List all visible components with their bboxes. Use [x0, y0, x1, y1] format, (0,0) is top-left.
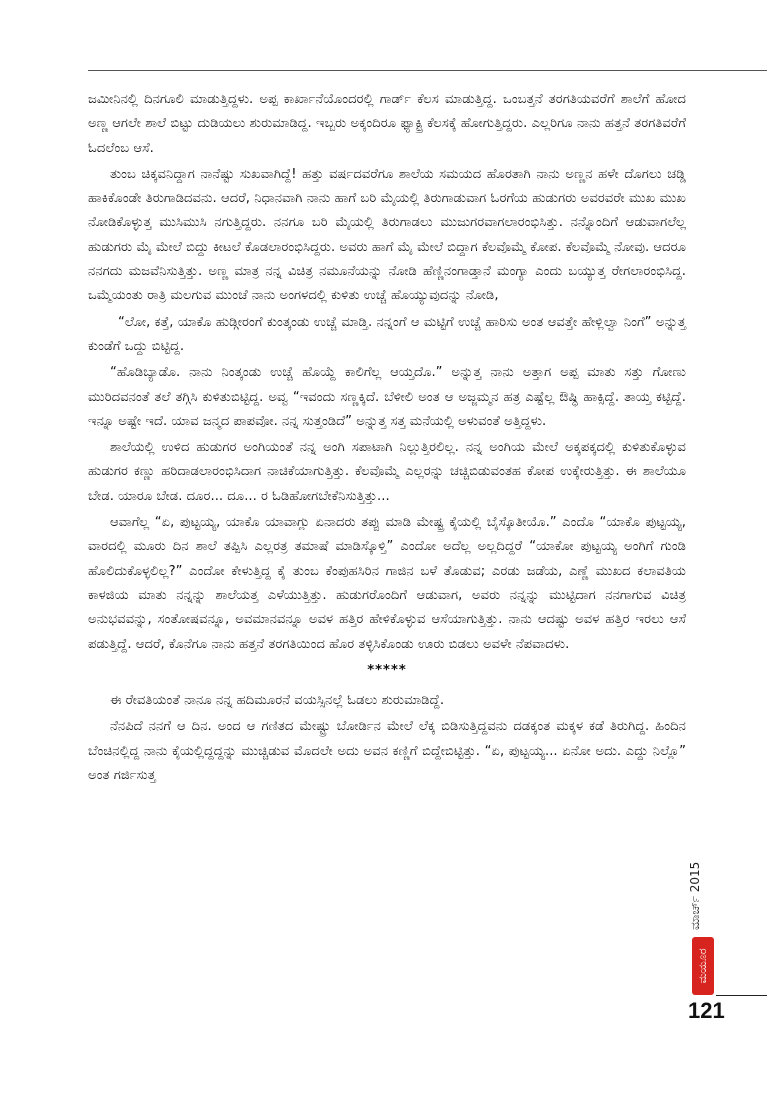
magazine-logo — [690, 935, 716, 997]
article-body — [88, 88, 686, 790]
paragraph: ಈ ರೇವತಿಯಂತೆ ನಾನೂ ನನ್ನ ಹದಿಮೂರನೆ ವಯಸ್ಸಿನಲ್ಲೆ ಓಡಲು ಶುರುಮಾಡಿದ್ದೆ. — [110, 693, 445, 709]
paragraph: ಜಮೀನಿನಲ್ಲಿ ದಿನಗೂಲಿ ಮಾಡುತ್ತಿದ್ದಳು. ಅಪ್ಪ ಕಾರ್ಖಾನೆಯೊಂದರಲ್ಲಿ ಗಾರ್ಡ್ ಕೆಲಸ ಮಾಡುತ್ತಿದ್ದ. ಒಂಬತ್ತನೆ ತರಗತಿಯವರೆಗೆ ಶಾಲೆಗೆ ಹೋದ ಅಣ್ಣ ಆಗಲೇ ಶಾಲೆ ಬಿಟ್ಟು ದುಡಿಯಲು ಶುರುಮಾಡಿದ್ದ. ಇಬ್ಬರು ಅಕ್ಕಂದಿರೂ ಫ್ಯಾಕ್ಟ್ರಿ ಕೆಲಸಕ್ಕೆ ಹೋಗುತ್ತಿದ್ದರು. ಎಲ್ಲರಿಗೂ ನಾನು ಹತ್ತನೆ ತರಗತಿವರೆಗೆ ಓದಲೆಂಬ ಆಸೆ. — [88, 92, 686, 156]
paragraphs-before-divider — [88, 88, 686, 657]
magazine-name: ಮಯೂರ — [696, 948, 709, 984]
paragraph: “ಹೊಡಿಬ್ಯಾಡೊ. ನಾನು ನಿಂತ್ಕಂಡು ಉಚ್ಚೆ ಹೊಯ್ದೆ ಕಾಲಿಗೆಲ್ಲ ಆಯ್ತದೊ.” ಅನ್ನುತ್ತ ನಾನು ಅತ್ತಾಗ ಅಪ್ಪ ಮಾತು ಸತ್ತು ಗೋಣು ಮುರಿದವನಂತೆ ತಲೆ ತಗ್ಗಿಸಿ ಕುಳಿತುಬಿಟ್ಟಿದ್ದ. ಅವ್ವ “ಇವಂದು ಸಣ್ಣಕ್ಕಿದೆ. ಬೆಳೀಲಿ ಅಂತ ಆ ಅಜ್ಜಮ್ಮನ ಹತ್ರ ಎಷ್ಟೆಲ್ಲ ಔಷ್ಧಿ ಹಾಕ್ಸಿದ್ದೆ. ತಾಯ್ತ ಕಟ್ಟಿದ್ದೆ. ಇನ್ನೂ ಅಷ್ಟೇ ಇದೆ. ಯಾವ ಜನ್ಮದ ಪಾಪವೋ. ನನ್ನ ಸುತ್ತಂಡಿದೆ” ಅನ್ನುತ್ತ ಸತ್ತ ಮನೆಯಲ್ಲಿ ಅಳುವಂತೆ ಅತ್ತಿದ್ದಳು. — [88, 365, 686, 429]
paragraph: ಆವಾಗೆಲ್ಲ “ಏ, ಪುಟ್ಟಯ್ಯ, ಯಾಕೊ ಯಾವಾಗ್ಲು ಏನಾದರು ತಪ್ಪು ಮಾಡಿ ಮೇಷ್ಟ್ರ ಕೈಯಲ್ಲಿ ಬೈಸ್ಕೊತೀಯೊ.” ಎಂದೊ “ಯಾಕೊ ಪುಟ್ಟಯ್ಯ, ವಾರದಲ್ಲಿ ಮೂರು ದಿನ ಶಾಲೆ ತಪ್ಪಿಸಿ ಎಲ್ಲರತ್ರ ತಮಾಷೆ ಮಾಡಿಸ್ಕೊಳ್ತಿ” ಎಂದೋ ಅದೆಲ್ಲ ಅಲ್ಲದಿದ್ದರೆ “ಯಾಕೋ ಪುಟ್ಟಯ್ಯ ಅಂಗಿಗೆ ಗುಂಡಿ ಹೊಲಿದುಕೊಳ್ಳಲಿಲ್ಲ?” ಎಂದೋ ಕೇಳುತ್ತಿದ್ದ ಕೈ ತುಂಬ ಕೆಂಪುಹಸಿರಿನ ಗಾಜಿನ ಬಳೆ ತೊಡುವ; ಎರಡು ಜಡೆಯ, ಎಣ್ಣೆ ಮುಖದ ಕಲಾವತಿಯ ಕಾಳಜಿಯ ಮಾತು ನನ್ನನ್ನು ಶಾಲೆಯತ್ತ ಎಳೆಯುತ್ತಿತ್ತು. ಹುಡುಗರೊಂದಿಗೆ ಆಡುವಾಗ, ಅವರು ನನ್ನನ್ನು ಮುಟ್ಟಿದಾಗ ನನಗಾಗುವ ವಿಚಿತ್ರ ಅನುಭವವನ್ನು, ಸಂತೋಷವನ್ನೂ, ಅವಮಾನವನ್ನೂ ಅವಳ ಹತ್ತಿರ ಹೇಳಿಕೊಳ್ಳುವ ಆಸೆಯಾಗುತ್ತಿತ್ತು. ನಾನು ಆದಷ್ಟು ಅವಳ ಹತ್ತಿರ ಇರಲು ಆಸೆ ಪಡುತ್ತಿದ್ದೆ. ಆದರೆ, ಕೊನೆಗೂ ನಾನು ಹತ್ತನೆ ತರಗತಿಯಿಂದ ಹೊರ ತಳ್ಳಿಸಿಕೊಂಡು ಊರು ಬಿಡಲು ಅವಳೇ ನೆಪವಾದಳು. — [88, 515, 687, 652]
paragraphs-after-divider — [88, 689, 686, 788]
page-number-rule — [716, 995, 767, 996]
header-rule — [88, 70, 767, 71]
paragraph: ನೆನಪಿದೆ ನನಗೆ ಆ ದಿನ. ಅಂದ ಆ ಗಣಿತದ ಮೇಷ್ಟ್ರು ಬೋರ್ಡಿನ ಮೇಲೆ ಲೆಕ್ಕ ಬಿಡಿಸುತ್ತಿದ್ದವನು ದಡಕ್ಕಂತ ಮಕ್ಕಳ ಕಡೆ ತಿರುಗಿದ್ದ. ಹಿಂದಿನ ಬೆಂಚಿನಲ್ಲಿದ್ದ ನಾನು ಕೈಯಲ್ಲಿದ್ದದ್ದನ್ನು ಮುಚ್ಚಿಡುವ ಮೊದಲೇ ಅದು ಅವನ ಕಣ್ಣಿಗೆ ಬಿದ್ದೇಬಿಟ್ಟಿತ್ತು. “ಏ, ಪುಟ್ಟಯ್ಯ... ಏನೋ ಅದು. ಎದ್ದು ನಿಲ್ಲೊ” ಅಂತ ಗರ್ಜಿಸುತ್ತ — [88, 719, 686, 784]
paragraph: “ಲೋ, ಕತ್ತೆ, ಯಾಕೊ ಹುಡ್ಗೀರಂಗೆ ಕುಂತ್ಕಂಡು ಉಚ್ಚೆ ಮಾಡ್ತಿ. ನನ್ನಂಗೆ ಆ ಮಟ್ಟಿಗೆ ಉಚ್ಚೆ ಹಾರಿಸು ಅಂತ ಆವತ್ತೇ ಹೇಳ್ಲಿಲ್ವಾ ನಿಂಗೆ” ಅನ್ನುತ್ತ ಕುಂಡೆಗೆ ಒದ್ದು ಬಿಟ್ಟಿದ್ದ. — [88, 314, 686, 354]
section-divider: ***** — [367, 662, 407, 678]
page-number: 121 — [688, 998, 725, 1023]
issue-date: ಮಾರ್ಚ್ 2015 — [688, 861, 702, 930]
paragraph: ತುಂಬ ಚಿಕ್ಕವನಿದ್ದಾಗ ನಾನೆಷ್ಟು ಸುಖವಾಗಿದ್ದೆ! ಹತ್ತು ವರ್ಷದವರೆಗೂ ಶಾಲೆಯ ಸಮಯದ ಹೊರತಾಗಿ ನಾನು ಅಣ್ಣನ ಹಳೇ ದೊಗಲು ಚಡ್ಡಿ ಹಾಕಿಕೊಂಡೇ ತಿರುಗಾಡಿದವನು. ಆದರೆ, ನಿಧಾನವಾಗಿ ನಾನು ಹಾಗೆ ಬರಿ ಮೈಯಲ್ಲಿ ತಿರುಗಾಡುವಾಗ ಓರಗೆಯ ಹುಡುಗರು ಅವರವರೇ ಮುಖ ಮುಖ ನೋಡಿಕೊಳ್ಳುತ್ತ ಮುಸಿಮುಸಿ ನಗುತ್ತಿದ್ದರು. ನನಗೂ ಬರಿ ಮೈಯಲ್ಲಿ ತಿರುಗಾಡಲು ಮುಜುಗರವಾಗಲಾರಂಭಿಸಿತ್ತು. ನನ್ನೊಂದಿಗೆ ಆಡುವಾಗಲೆಲ್ಲ ಹುಡುಗರು ಮೈ ಮೇಲೆ ಬಿದ್ದು ಕೀಟಲೆ ಕೊಡಲಾರಂಭಿಸಿದ್ದರು. ಅವರು ಹಾಗೆ ಮೈ ಮೇಲೆ ಬಿದ್ದಾಗ ಕೆಲವೊಮ್ಮೆ ಕೋಪ. ಕೆಲವೊಮ್ಮೆ ನೋವು. ಆದರೂ ನನಗದು ಮಜವೆನಿಸುತ್ತಿತ್ತು. ಅಣ್ಣ ಮಾತ್ರ ನನ್ನ ವಿಚಿತ್ರ ನಮೂನೆಯನ್ನು ನೋಡಿ ಹೆಣ್ಣಿನಂಗಾಡ್ತಾನೆ ಮಂಗ್ಯಾ ಎಂದು ಬಯ್ಯುತ್ತ ರೇಗಲಾರಂಭಿಸಿದ್ದ. ಒಮ್ಮೆಯಂತು ರಾತ್ರಿ ಮಲಗುವ ಮುಂಚೆ ನಾನು ಅಂಗಳದಲ್ಲಿ ಕುಳಿತು ಉಚ್ಚೆ ಹೊಯ್ಯುವುದನ್ನು ನೋಡಿ, — [88, 166, 686, 304]
paragraph: ಶಾಲೆಯಲ್ಲಿ ಉಳಿದ ಹುಡುಗರ ಅಂಗಿಯಂತೆ ನನ್ನ ಅಂಗಿ ಸಪಾಟಾಗಿ ನಿಲ್ಲುತ್ತಿರಲಿಲ್ಲ. ನನ್ನ ಅಂಗಿಯ ಮೇಲೆ ಅಕ್ಕಪಕ್ಕದಲ್ಲಿ ಕುಳಿತುಕೊಳ್ಳುವ ಹುಡುಗರ ಕಣ್ಣು ಹರಿದಾಡಲಾರಂಭಿಸಿದಾಗ ನಾಚಿಕೆಯಾಗುತ್ತಿತ್ತು. ಕೆಲವೊಮ್ಮೆ ಎಲ್ಲರನ್ನು ಚಚ್ಚಿಬಿಡುವಂತಹ ಕೋಪ ಉಕ್ಕೇರುತ್ತಿತ್ತು. ಈ ಶಾಲೆಯೂ ಬೇಡ. ಯಾರೂ ಬೇಡ. ದೂರ... ದೂ... ರ ಓಡಿಹೋಗಬೇಕೆನಿಸುತ್ತಿತ್ತು... — [88, 440, 686, 504]
